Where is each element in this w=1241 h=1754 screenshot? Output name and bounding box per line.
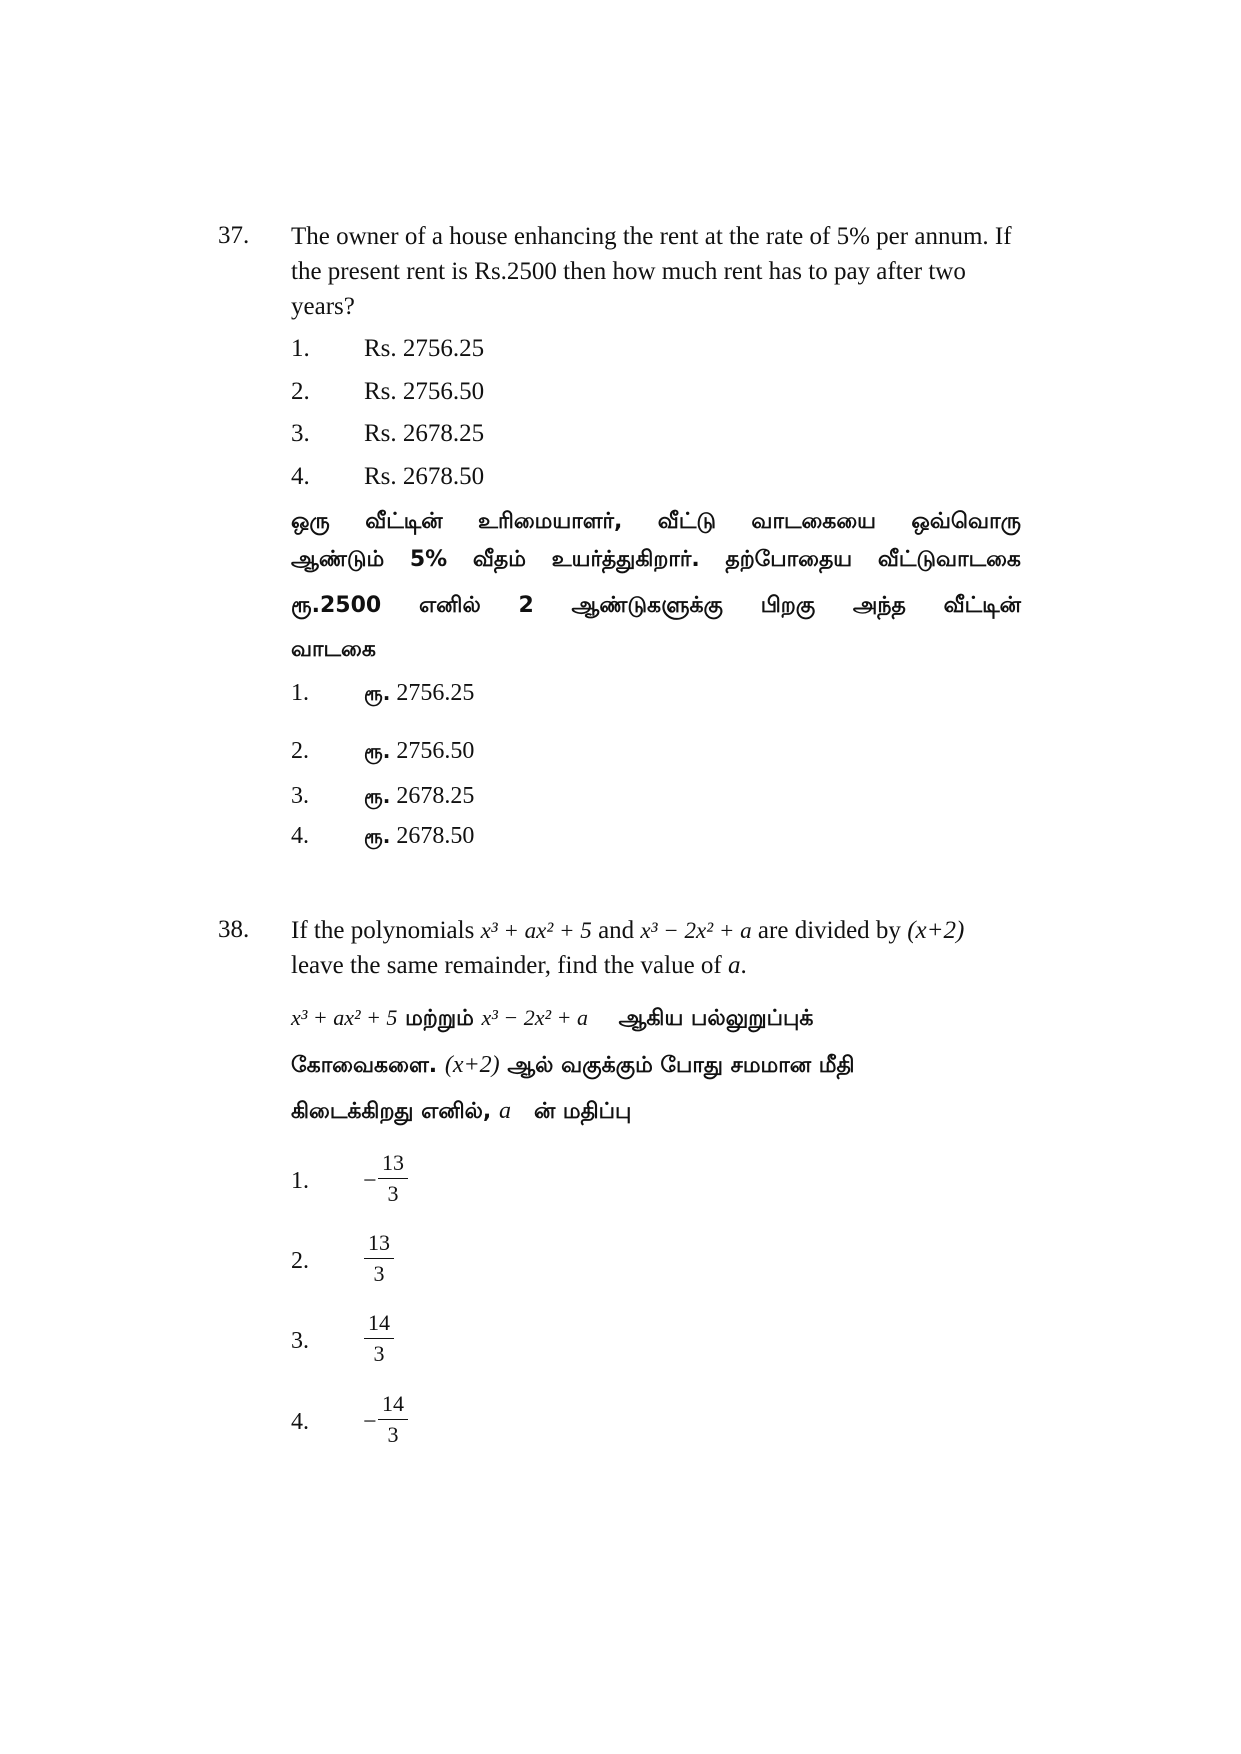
option-number: 4. (291, 1409, 309, 1435)
q37-option-4[interactable] (291, 463, 484, 499)
polynomial-1: x³ + ax² + 5 (291, 1005, 398, 1030)
fraction-sign: − (363, 1168, 377, 1194)
q37-tamil-option-2[interactable] (291, 738, 474, 766)
numerator: 13 (368, 1230, 390, 1255)
tamil-text-part: ஆல் வகுக்கும் போது சமமான மீதி (507, 1053, 855, 1078)
currency-symbol: ரூ. (364, 681, 391, 705)
question-text-part: leave the same remainder, find the value of (291, 952, 722, 979)
option-number: 1. (291, 1168, 309, 1194)
question-text-part: If the polynomials (291, 917, 475, 944)
q38-tamil-line-3 (291, 1089, 1021, 1134)
question-number-37: 37. (218, 222, 250, 249)
option-number: 2. (291, 1248, 309, 1274)
q37-option-3[interactable] (291, 420, 484, 456)
q37-option-1[interactable] (291, 335, 484, 371)
polynomial-2: x³ − 2x² + a (640, 918, 752, 943)
option-number: 3. (291, 783, 309, 809)
option-number: 4. (291, 823, 309, 849)
q37-tamil-line-1: ஒரு வீட்டின் உரிமையாளர், வீட்டு வாடகையை ஒவ்வொரு (291, 509, 1021, 534)
question-37-text: The owner of a house enhancing the rent at the rate of 5% per annum. If the present rent is Rs.2500 then how much rent has to pay after two years? (291, 223, 1012, 320)
option-amount: 2678.25 (396, 783, 475, 809)
q38-tamil-line-1 (291, 996, 1021, 1041)
polynomial-1: x³ + ax² + 5 (480, 918, 592, 943)
question-38-text (291, 913, 1021, 983)
numerator: 13 (382, 1150, 404, 1175)
q37-option-2[interactable] (291, 378, 484, 414)
option-label: Rs. 2678.50 (364, 463, 485, 490)
tamil-text-part: கிடைக்கிறது எனில், (291, 1099, 492, 1124)
numerator: 14 (368, 1310, 390, 1335)
fraction-sign: − (363, 1409, 377, 1435)
denominator: 3 (373, 1261, 385, 1286)
option-amount: 2678.50 (396, 823, 475, 849)
option-number: 3. (291, 420, 310, 447)
option-amount: 2756.50 (396, 738, 475, 764)
q37-tamil-option-1[interactable] (291, 680, 474, 708)
variable-a: a (498, 1098, 511, 1124)
q37-tamil-option-4[interactable] (291, 823, 474, 851)
numerator: 14 (382, 1391, 404, 1416)
option-number: 4. (291, 463, 310, 490)
polynomial-2: x³ − 2x² + a (481, 1005, 588, 1030)
tamil-text-part: மற்றும் (405, 1006, 474, 1031)
tamil-text-part: ன் மதிப்பு (533, 1099, 632, 1124)
option-number: 3. (291, 1328, 309, 1354)
q37-tamil-line-3: ரூ.2500 எனில் 2 ஆண்டுகளுக்கு பிறகு அந்த வீட்டின் (291, 593, 1021, 618)
q37-tamil-option-3[interactable] (291, 783, 474, 811)
option-number: 2. (291, 378, 310, 405)
option-number: 2. (291, 738, 309, 764)
question-text-part: . (740, 952, 747, 979)
option-label: Rs. 2756.25 (364, 335, 485, 362)
currency-symbol: ரூ. (364, 784, 391, 808)
currency-symbol: ரூ. (364, 739, 391, 763)
denominator: 3 (373, 1341, 385, 1366)
q37-tamil-line-2: ஆண்டும் 5% வீதம் உயர்த்துகிறார். தற்போதைய வீட்டுவாடகை (291, 547, 1021, 572)
variable-a: a (728, 952, 741, 979)
tamil-text-part: ஆகிய பல்லுறுப்புக் (618, 1006, 814, 1031)
question-text-part: and (598, 917, 635, 944)
divisor: (x+2) (444, 1052, 500, 1078)
q38-tamil-line-2 (291, 1043, 1021, 1088)
divisor: (x+2) (907, 917, 965, 944)
option-number: 1. (291, 335, 310, 362)
question-text-part: are divided by (757, 917, 901, 944)
currency-symbol: ரூ. (364, 824, 391, 848)
option-number: 1. (291, 680, 309, 706)
option-label: Rs. 2756.50 (364, 378, 485, 405)
option-label: Rs. 2678.25 (364, 420, 485, 447)
q37-tamil-line-4: வாடகை (291, 637, 376, 662)
option-amount: 2756.25 (396, 680, 475, 706)
denominator: 3 (387, 1181, 399, 1206)
tamil-text-part: கோவைகளை. (291, 1053, 438, 1078)
question-number-38: 38. (218, 916, 250, 943)
denominator: 3 (387, 1422, 399, 1447)
